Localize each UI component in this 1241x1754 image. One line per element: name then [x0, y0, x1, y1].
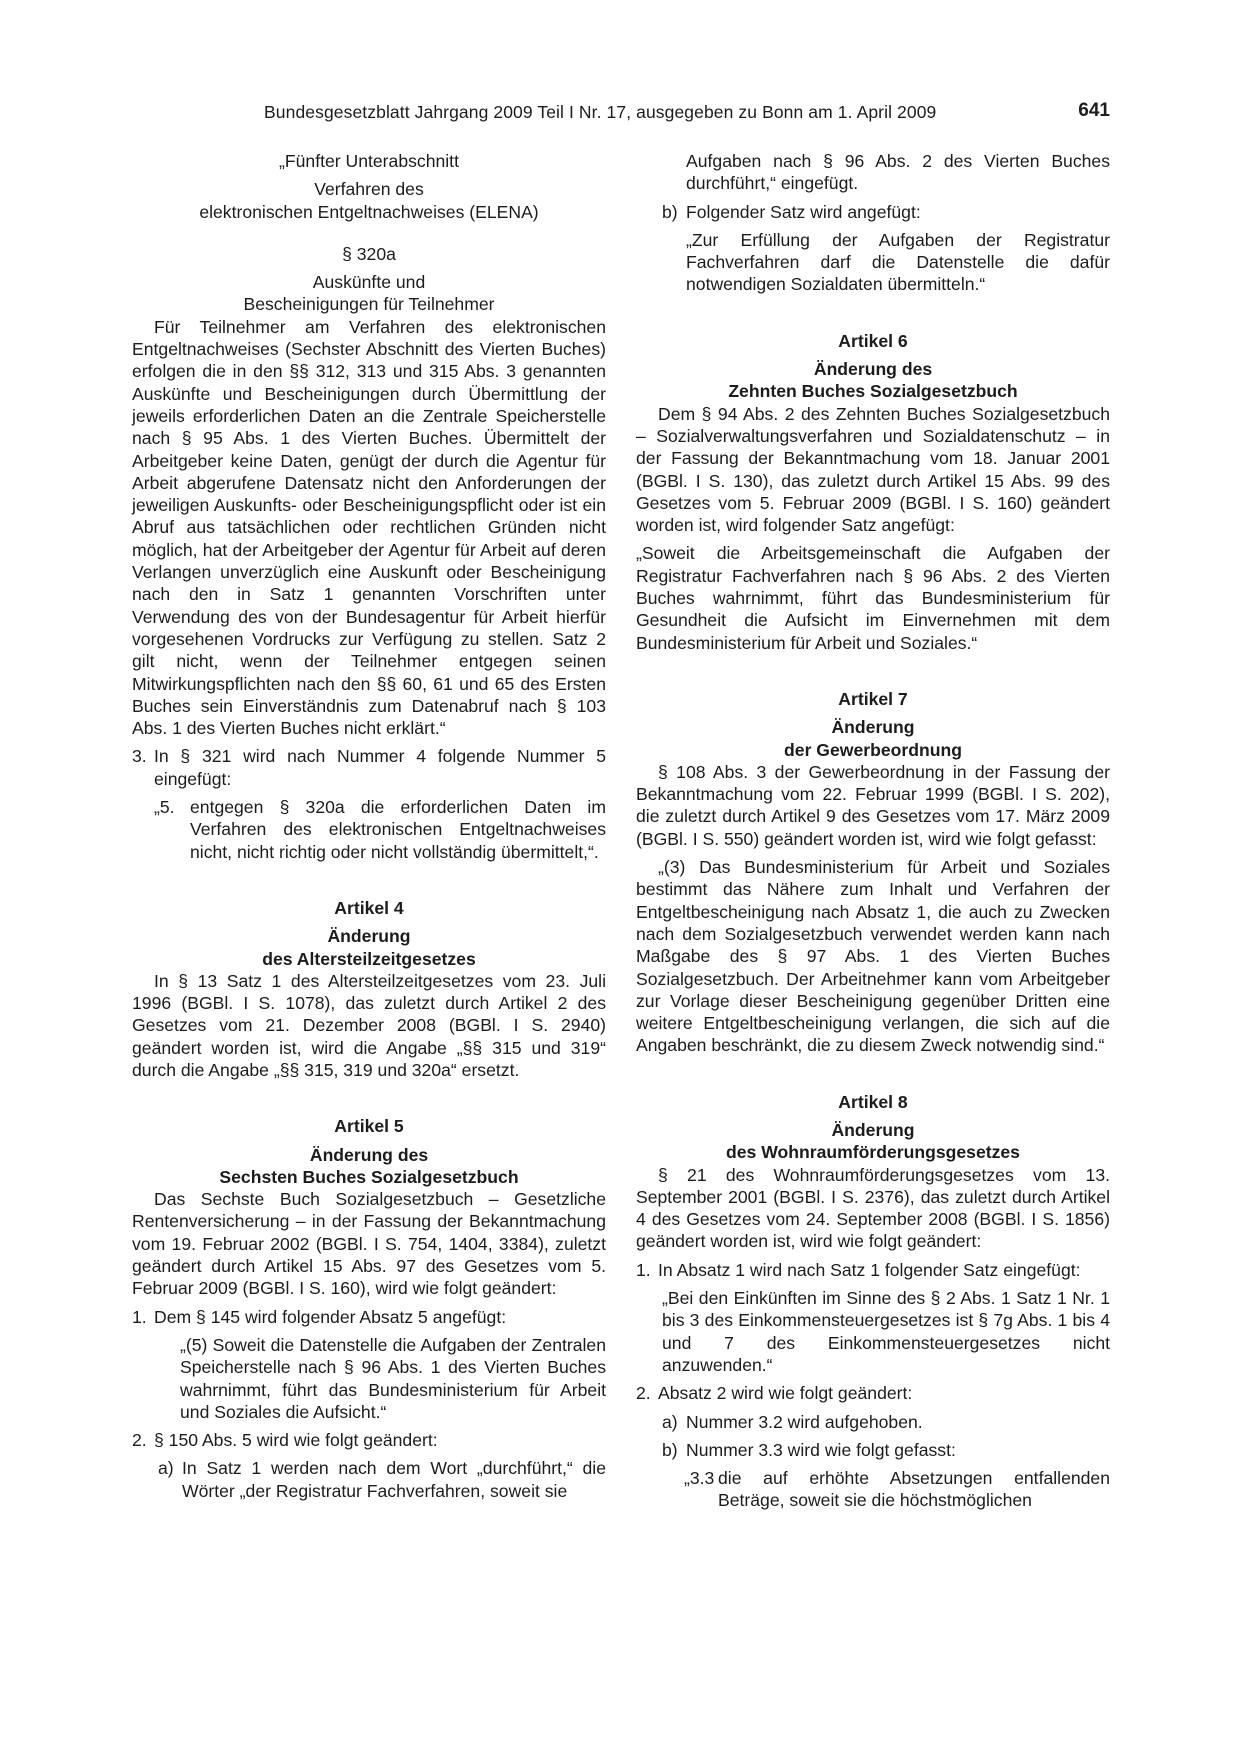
artikel-6-quote: „Soweit die Arbeitsgemeinschaft die Aufgaben der Registratur Fachverfahren nach § 96 Abs. 2 des Vierten Buches wahrnimmt, führt das Bundesministerium für Gesundheit die Aufsicht im Einvernehmen mit dem Bundesministerium für Arbeit und Soziales.“ [636, 543, 1110, 653]
list-item-text: Nummer 3.3 wird wie folgt gefasst: [686, 1439, 956, 1460]
list-item-3 [132, 745, 606, 790]
list-item-text: Nummer 3.2 wird aufgehoben. [686, 1411, 923, 1432]
artikel-8-item-2b [636, 1439, 1110, 1461]
list-item-text: Dem § 145 wird folgender Absatz 5 angefügt: [154, 1306, 507, 1327]
artikel-4-text: In § 13 Satz 1 des Altersteilzeitgesetzes vom 23. Juli 1996 (BGBl. I S. 1078), das zuletzt durch Artikel 2 des Gesetzes vom 21. Dezember 2008 (BGBl. I S. 2940) geändert worden ist, wird die Angabe „§§ 315 und 319“ durch die Angabe „§§ 315, 319 und 320a“ ersetzt. [132, 970, 606, 1080]
artikel-8-item-2b-quote [636, 1467, 1110, 1512]
verfahren-title-line-1: Verfahren des [314, 179, 424, 200]
artikel-7-title-line-2: der Gewerbeordnung [784, 739, 962, 760]
artikel-8-item-1-quote: „Bei den Einkünften im Sinne des § 2 Abs. 1 Satz 1 Nr. 1 bis 3 des Einkommensteuergesetzes ist § 7g Abs. 1 bis 4 und 7 des Einkommensteuergesetzes nicht anzuwenden.“ [662, 1288, 1110, 1375]
list-number: 2. [636, 1383, 651, 1404]
artikel-8-title-line-2: des Wohnraumförderungsgesetzes [726, 1142, 1020, 1163]
artikel-5-title-line-2: Sechsten Buches Sozialgesetzbuch [219, 1166, 519, 1187]
artikel-6-title-line-2: Zehnten Buches Sozialgesetzbuch [728, 381, 1018, 402]
list-item-text: Folgender Satz wird angefügt: [686, 201, 921, 222]
artikel-6-title-line-1: Änderung des [813, 359, 933, 380]
quoted-item-text: entgegen § 320a die erforderlichen Daten im Verfahren des elektronischen Entgeltnachweises nicht, nicht richtig oder nicht vollständig übermittelt,“. [190, 797, 606, 862]
page-header [132, 100, 1110, 126]
verfahren-title-line-2: elektronischen Entgeltnachweises (ELENA) [199, 201, 539, 222]
artikel-5-item-1-quote: „(5) Soweit die Datenstelle die Aufgaben der Zentralen Speicherstelle nach § 96 Abs. 1 des Vierten Buches wahrnimmt, führt das Bundesministerium für Arbeit und Soziales die Aufsicht.“ [180, 1334, 606, 1422]
artikel-5-item-2b [636, 201, 1110, 223]
list-item-text: In Absatz 1 wird nach Satz 1 folgender Satz eingefügt: [658, 1259, 1081, 1280]
list-number: 2. [132, 1430, 147, 1451]
page-number: 641 [1078, 100, 1110, 121]
right-column [636, 150, 1110, 1512]
artikel-5-item-2a [132, 1457, 606, 1502]
quoted-number: „3.3 [684, 1468, 715, 1489]
header-title: Bundesgesetzblatt Jahrgang 2009 Teil I Nr. 17, ausgegeben zu Bonn am 1. April 2009 [264, 102, 937, 122]
section-320a-text: Für Teilnehmer am Verfahren des elektronischen Entgeltnachweises (Sechster Abschnitt des Vierten Buches) erfolgen die in den §§ 312, 313 und 315 Abs. 3 genannten Auskünfte und Bescheinigungen durch Übermittlung der jeweils erforderlichen Daten an die Zentrale Speicherstelle nach § 95 Abs. 1 des Vierten Buches. Übermittelt der Arbeitgeber keine Daten, genügt der durch die Agentur für Arbeit abgerufene Datensatz nicht den Anforderungen der jeweiligen Auskunfts- oder Bescheinigungspflicht oder ist ein Abruf aus tatsächlichen oder rechtlichen Gründen nicht möglich, hat der Arbeitgeber der Agentur für Arbeit auf deren Verlangen unverzüglich eine Auskunft oder Bescheinigung nach den in Satz 1 genannten Vorschriften unter Verwendung des von der Bundesagentur für Arbeit hierfür vorgesehenen Vordrucks zur Verfügung zu stellen. Satz 2 gilt nicht, wenn der Teilnehmer entgegen seinen Mitwirkungspflichten nach den §§ 60, 61 und 65 des Ersten Buches sein Einverständnis zum Datenabruf nach § 103 Abs. 1 des Vierten Buches nicht erklärt.“ [132, 316, 606, 739]
artikel-4-title-line-1: Änderung [327, 926, 411, 947]
list-letter: a) [158, 1458, 174, 1479]
quoted-number: „5. [154, 797, 175, 818]
artikel-8-heading: Artikel 8 [838, 1091, 908, 1112]
list-item-text: § 150 Abs. 5 wird wie folgt geändert: [154, 1430, 438, 1451]
list-number: 3. [132, 746, 147, 767]
list-letter: b) [662, 201, 678, 222]
list-number: 1. [636, 1259, 651, 1280]
list-number: 1. [132, 1306, 147, 1327]
artikel-7-title-line-1: Änderung [831, 717, 915, 738]
list-item-text: Absatz 2 wird wie folgt geändert: [658, 1383, 913, 1404]
unterabschnitt-heading: „Fünfter Unterabschnitt [279, 151, 459, 171]
artikel-5-item-2b-quote: „Zur Erfüllung der Aufgaben der Registratur Fachverfahren darf die Datenstelle die dafür notwendigen Sozialdaten übermitteln.“ [686, 229, 1110, 295]
artikel-5-title-line-1: Änderung des [309, 1144, 429, 1165]
section-320a-title-line-2: Bescheinigungen für Teilnehmer [243, 294, 495, 315]
quoted-item-text: die auf erhöhte Absetzungen entfallenden Beträge, soweit sie die höchstmöglichen [718, 1468, 1110, 1511]
artikel-5-item-2 [132, 1429, 606, 1451]
artikel-8-text: § 21 des Wohnraumförderungsgesetzes vom 13. September 2001 (BGBl. I S. 2376), das zuletzt durch Artikel 4 des Gesetzes vom 24. September 2008 (BGBl. I S. 1856) geändert worden ist, wird wie folgt geändert: [636, 1164, 1110, 1252]
list-item-text: In Satz 1 werden nach dem Wort „durchführt,“ die Wörter „der Registratur Fachverfahren, soweit sie [182, 1458, 606, 1501]
list-letter: a) [662, 1411, 678, 1432]
quoted-item-5 [132, 796, 606, 863]
section-320a-title-line-1: Auskünfte und [312, 272, 426, 293]
artikel-4-title-line-2: des Altersteilzeitgesetzes [262, 948, 476, 969]
section-320a-number: § 320a [342, 243, 396, 264]
list-letter: b) [662, 1439, 678, 1460]
artikel-8-item-2 [636, 1382, 1110, 1404]
artikel-7-text: § 108 Abs. 3 der Gewerbeordnung in der Fassung der Bekanntmachung vom 22. Februar 1999 (BGBl. I S. 202), die zuletzt durch Artikel 9 des Gesetzes vom 17. März 2009 (BGBl. I S. 550) geändert worden ist, wird wie folgt gefasst: [636, 761, 1110, 849]
artikel-7-quote: „(3) Das Bundesministerium für Arbeit und Soziales bestimmt das Nähere zum Inhalt und Verfahren der Entgeltbescheinigung nach Absatz 1, die auch zu Zwecken nach dem Sozialgesetzbuch verwendet werden kann nach Maßgabe des § 97 Abs. 1 des Vierten Buches Sozialgesetzbuch. Der Arbeitnehmer kann vom Arbeitgeber zur Vorlage dieser Bescheinigung gegenüber Dritten eine weitere Entgeltbescheinigung verlangen, die sich auf die Angaben beschränkt, die zu diesem Zweck notwendig sind.“ [636, 857, 1110, 1056]
artikel-5-item-1 [132, 1306, 606, 1328]
artikel-8-item-1 [636, 1259, 1110, 1281]
artikel-8-item-2a [636, 1411, 1110, 1433]
artikel-6-heading: Artikel 6 [838, 330, 908, 351]
list-item-text: In § 321 wird nach Nummer 4 folgende Nummer 5 eingefügt: [154, 746, 606, 789]
artikel-5-item-2a-continuation: Aufgaben nach § 96 Abs. 2 des Vierten Buches durchführt,“ eingefügt. [686, 151, 1110, 194]
artikel-8-title-line-1: Änderung [831, 1119, 915, 1140]
artikel-5-text: Das Sechste Buch Sozialgesetzbuch – Gesetzliche Rentenversicherung – in der Fassung der Bekanntmachung vom 19. Februar 2002 (BGBl. I S. 754, 1404, 3384), zuletzt geändert durch Artikel 15 Abs. 97 des Gesetzes vom 5. Februar 2009 (BGBl. I S. 160), wird wie folgt geändert: [132, 1189, 606, 1299]
artikel-7-heading: Artikel 7 [838, 688, 908, 709]
left-column [132, 150, 606, 1502]
artikel-6-text: Dem § 94 Abs. 2 des Zehnten Buches Sozialgesetzbuch – Sozialverwaltungsverfahren und Sozialdatenschutz – in der Fassung der Bekanntmachung vom 18. Januar 2001 (BGBl. I S. 130), das zuletzt durch Artikel 15 Abs. 99 des Gesetzes vom 5. Februar 2009 (BGBl. I S. 160) geändert worden ist, wird folgender Satz angefügt: [636, 403, 1110, 536]
artikel-5-heading: Artikel 5 [334, 1116, 404, 1137]
artikel-4-heading: Artikel 4 [334, 897, 404, 918]
